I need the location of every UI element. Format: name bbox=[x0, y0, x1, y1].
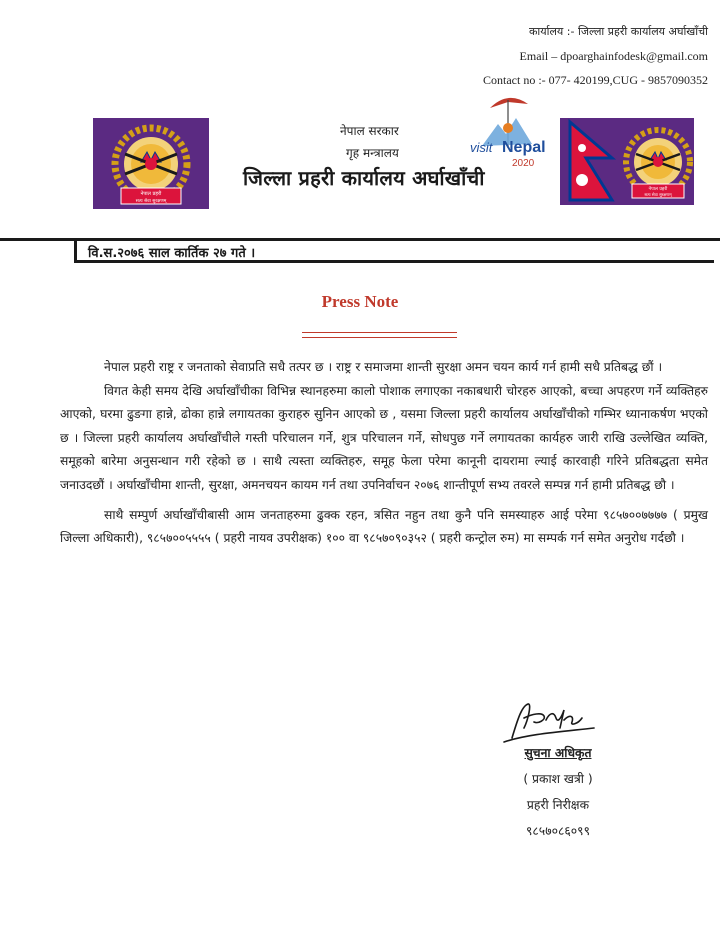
visit-year: 2020 bbox=[512, 158, 535, 169]
visit-nepal-logo bbox=[462, 88, 558, 178]
paragraph-3: साथै सम्पुर्ण अर्घाखाँचीबासी आम जनताहरुमा ढुक्क रहन, त्रसित नहुन तथा कुनै पनि समस्याहरु आई परेमा ९८५७००७७७७ ( प्रमुख जिल्ला अधिकारी), ९८५७००५५५५ ( प्रहरी नायव उपरीक्षक) १०० वा ९८५७०९०३५२ ( प्रहरी कन्ट्रोल रुम) मा सम्पर्क गर्न समेत अनुरोध गर्दछौ । bbox=[60, 507, 708, 546]
emblem-left-text-2: सत्य सेवा सुरक्षणम् bbox=[135, 199, 167, 204]
signature-block bbox=[498, 740, 618, 844]
body-text bbox=[60, 356, 708, 551]
contact-office: कार्यालय :- जिल्ला प्रहरी कार्यालय अर्घाखाँची bbox=[528, 25, 708, 38]
signature-title: सुचना अधिकृत bbox=[524, 746, 592, 760]
emblem-left-text-1: नेपाल प्रहरी bbox=[140, 191, 162, 197]
contact-email: Email – dpoarghainfodesk@gmail.com bbox=[519, 49, 708, 63]
visit-nepal-logo-icon bbox=[462, 88, 558, 178]
date-line: वि.स.२०७६ साल कार्तिक २७ गते । bbox=[88, 246, 256, 261]
emblem-right-text-2: सत्य सेवा सुरक्षणम् bbox=[644, 192, 672, 197]
ministry-name: गृह मन्त्रालय bbox=[346, 146, 399, 160]
press-note-underline bbox=[302, 332, 457, 338]
nepal-word: Nepal bbox=[502, 139, 546, 156]
contact-block bbox=[483, 20, 708, 92]
visit-word: visit bbox=[470, 140, 493, 155]
paragraph-2: विगत केही समय देखि अर्घाखाँचीका विभिन्न स्थानहरुमा कालो पोशाक लगाएका नकाबधारी चोरहरु आएको, बच्चा अपहरण गर्ने व्यक्तिहरु आएको, घरमा ढुङगा हान्ने, ढोका हान्ने लगायतका कुराहरु सुनिन आएको छ , यसमा जिल्ला प्रहरी कार्यालय अर्घाखाँचीको गम्भिर ध्यानाकर्षण भएको छ । जिल्ला प्रहरी कार्यालय अर्घाखाँचीले गस्ती परिचालन गर्ने, शुत्र परिचालन गर्ने, सोधपुछ गर्ने लगायतका कार्यहरु जारी राखि उल्लेखित व्यक्ति, समूहको बारेमा अनुसन्धान गरी रहेको छ । साथै त्यस्ता व्यक्तिहरु, समूह फेला परेमा कानूनी दायरामा ल्याई कारवाही गरिने प्रतिबद्धता समेत जनाउदछौं । अर्घाखाँचीमा शान्ती, सुरक्षा, अमनचयन कायम गर्न तथा उपनिर्वाचन २०७६ शान्तीपूर्ण सभ्य तवरले सम्पन्न गर्न हामी प्रतिबद्ध छौ । bbox=[60, 383, 708, 492]
paragraph-1: नेपाल प्रहरी राष्ट्र र जनताको सेवाप्रति सधै तत्पर छ । राष्ट्र र समाजमा शान्ती सुरक्षा अमन चयन कार्य गर्न हामी सधै प्रतिबद्ध छौं । bbox=[104, 360, 663, 374]
signature-phone: ९८५७०८६०९९ bbox=[526, 824, 590, 838]
nepal-flag-icon bbox=[560, 118, 694, 205]
emblem-right-text-1: नेपाल प्रहरी bbox=[648, 187, 668, 192]
police-emblem-icon bbox=[93, 118, 209, 209]
nepal-flag-emblem bbox=[560, 118, 694, 205]
govt-name: नेपाल सरकार bbox=[340, 124, 399, 138]
office-title: जिल्ला प्रहरी कार्यालय अर्घाखाँची bbox=[243, 166, 485, 190]
signature-name: ( प्रकाश खत्री ) bbox=[523, 772, 593, 786]
signature-rank: प्रहरी निरीक्षक bbox=[526, 798, 590, 812]
police-emblem-left bbox=[93, 118, 209, 209]
press-note-heading: Press Note bbox=[321, 292, 399, 311]
contact-phone: Contact no :- 077- 420199,CUG - 9857090352 bbox=[483, 73, 708, 87]
